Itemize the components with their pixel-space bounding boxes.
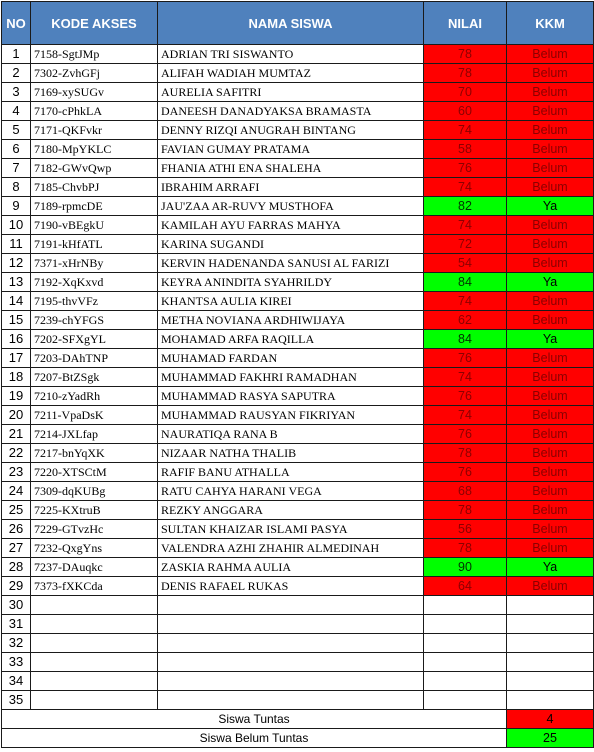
kkm-status-cell[interactable]: Belum xyxy=(507,83,594,102)
score-cell[interactable]: 62 xyxy=(424,311,507,330)
kkm-status-cell[interactable]: Belum xyxy=(507,425,594,444)
row-number[interactable]: 23 xyxy=(2,463,31,482)
access-code-cell[interactable]: 7217-bnYqXK xyxy=(31,444,158,463)
student-name-cell[interactable] xyxy=(158,653,424,672)
table-row xyxy=(2,406,594,425)
row-number[interactable]: 33 xyxy=(2,653,31,672)
access-code-cell[interactable]: 7171-QKFvkr xyxy=(31,121,158,140)
access-code-cell[interactable]: 7158-SgtJMp xyxy=(31,45,158,64)
score-cell[interactable]: 74 xyxy=(424,178,507,197)
table-row xyxy=(2,463,594,482)
row-number[interactable]: 19 xyxy=(2,387,31,406)
header-no[interactable]: NO xyxy=(2,2,31,45)
table-row xyxy=(2,216,594,235)
student-name-cell[interactable] xyxy=(158,596,424,615)
row-number[interactable]: 7 xyxy=(2,159,31,178)
row-number[interactable]: 11 xyxy=(2,235,31,254)
table-row xyxy=(2,45,594,64)
score-cell[interactable]: 56 xyxy=(424,520,507,539)
access-code-cell[interactable]: 7232-QxgYns xyxy=(31,539,158,558)
kkm-status-cell[interactable]: Belum xyxy=(507,178,594,197)
student-rows xyxy=(2,45,594,710)
kkm-status-cell[interactable] xyxy=(507,691,594,710)
row-number[interactable]: 32 xyxy=(2,634,31,653)
score-cell[interactable]: 84 xyxy=(424,330,507,349)
score-cell[interactable]: 74 xyxy=(424,121,507,140)
student-name-cell[interactable]: MUHAMMAD RASYA SAPUTRA xyxy=(158,387,424,406)
student-name-cell[interactable]: RAFIF BANU ATHALLA xyxy=(158,463,424,482)
score-cell[interactable]: 74 xyxy=(424,292,507,311)
student-name-cell[interactable] xyxy=(158,634,424,653)
student-name-cell[interactable]: SULTAN KHAIZAR ISLAMI PASYA xyxy=(158,520,424,539)
kkm-status-cell[interactable]: Belum xyxy=(507,121,594,140)
table-row xyxy=(2,520,594,539)
row-number[interactable]: 4 xyxy=(2,102,31,121)
kkm-status-cell[interactable] xyxy=(507,672,594,691)
score-cell[interactable]: 76 xyxy=(424,425,507,444)
row-number[interactable]: 17 xyxy=(2,349,31,368)
student-name-cell[interactable] xyxy=(158,615,424,634)
summary-belum-tuntas-value[interactable]: 25 xyxy=(507,729,594,748)
kkm-status-cell[interactable] xyxy=(507,653,594,672)
score-cell[interactable]: 78 xyxy=(424,501,507,520)
summary-row-tuntas xyxy=(2,710,594,729)
access-code-cell[interactable] xyxy=(31,691,158,710)
student-name-cell[interactable]: RATU CAHYA HARANI VEGA xyxy=(158,482,424,501)
table-row xyxy=(2,311,594,330)
table-row xyxy=(2,558,594,577)
score-cell[interactable]: 78 xyxy=(424,64,507,83)
kkm-status-cell[interactable]: Belum xyxy=(507,406,594,425)
row-number[interactable]: 35 xyxy=(2,691,31,710)
score-cell[interactable]: 82 xyxy=(424,197,507,216)
row-number[interactable]: 25 xyxy=(2,501,31,520)
access-code-cell[interactable] xyxy=(31,634,158,653)
kkm-status-cell[interactable]: Belum xyxy=(507,463,594,482)
access-code-cell[interactable] xyxy=(31,672,158,691)
kkm-status-cell[interactable]: Belum xyxy=(507,64,594,83)
table-row xyxy=(2,102,594,121)
table-row xyxy=(2,634,594,653)
student-name-cell[interactable]: FHANIA ATHI ENA SHALEHA xyxy=(158,159,424,178)
access-code-cell[interactable]: 7225-KXtruB xyxy=(31,501,158,520)
row-number[interactable]: 22 xyxy=(2,444,31,463)
kkm-status-cell[interactable]: Belum xyxy=(507,520,594,539)
table-row xyxy=(2,653,594,672)
access-code-cell[interactable]: 7371-xHrNBy xyxy=(31,254,158,273)
kkm-status-cell[interactable]: Belum xyxy=(507,292,594,311)
table-row xyxy=(2,330,594,349)
student-name-cell[interactable]: ZASKIA RAHMA AULIA xyxy=(158,558,424,577)
kkm-status-cell[interactable]: Belum xyxy=(507,501,594,520)
access-code-cell[interactable] xyxy=(31,653,158,672)
access-code-cell[interactable]: 7309-dqKUBg xyxy=(31,482,158,501)
score-cell[interactable]: 78 xyxy=(424,444,507,463)
row-number[interactable]: 28 xyxy=(2,558,31,577)
row-number[interactable]: 6 xyxy=(2,140,31,159)
kkm-status-cell[interactable] xyxy=(507,615,594,634)
table-row xyxy=(2,292,594,311)
table-row xyxy=(2,596,594,615)
kkm-status-cell[interactable]: Belum xyxy=(507,387,594,406)
row-number[interactable]: 8 xyxy=(2,178,31,197)
student-name-cell[interactable] xyxy=(158,691,424,710)
table-row xyxy=(2,159,594,178)
score-cell[interactable] xyxy=(424,634,507,653)
table-row xyxy=(2,178,594,197)
kkm-status-cell[interactable] xyxy=(507,634,594,653)
table-row xyxy=(2,672,594,691)
student-name-cell[interactable]: DANEESH DANADYAKSA BRAMASTA xyxy=(158,102,424,121)
access-code-cell[interactable]: 7211-VpaDsK xyxy=(31,406,158,425)
access-code-cell[interactable]: 7192-XqKxvd xyxy=(31,273,158,292)
header-kode-akses[interactable]: KODE AKSES xyxy=(31,2,158,45)
student-name-cell[interactable] xyxy=(158,672,424,691)
table-row xyxy=(2,425,594,444)
student-name-cell[interactable]: JAU'ZAA AR-RUVY MUSTHOFA xyxy=(158,197,424,216)
row-number[interactable]: 27 xyxy=(2,539,31,558)
score-cell[interactable]: 64 xyxy=(424,577,507,596)
row-number[interactable]: 10 xyxy=(2,216,31,235)
score-cell[interactable]: 76 xyxy=(424,387,507,406)
access-code-cell[interactable]: 7302-ZvhGFj xyxy=(31,64,158,83)
kkm-status-cell[interactable]: Ya xyxy=(507,330,594,349)
row-number[interactable]: 2 xyxy=(2,64,31,83)
kkm-status-cell[interactable]: Belum xyxy=(507,311,594,330)
row-number[interactable]: 9 xyxy=(2,197,31,216)
kkm-status-cell[interactable]: Belum xyxy=(507,235,594,254)
access-code-cell[interactable]: 7180-MpYKLC xyxy=(31,140,158,159)
table-row xyxy=(2,577,594,596)
row-number[interactable]: 30 xyxy=(2,596,31,615)
score-cell[interactable]: 60 xyxy=(424,102,507,121)
score-cell[interactable]: 74 xyxy=(424,216,507,235)
row-number[interactable]: 15 xyxy=(2,311,31,330)
table-row xyxy=(2,349,594,368)
row-number[interactable]: 26 xyxy=(2,520,31,539)
row-number[interactable]: 1 xyxy=(2,45,31,64)
student-name-cell[interactable]: MUHAMMAD FAKHRI RAMADHAN xyxy=(158,368,424,387)
table-row xyxy=(2,64,594,83)
kkm-status-cell[interactable]: Belum xyxy=(507,216,594,235)
student-name-cell[interactable]: NAURATIQA RANA B xyxy=(158,425,424,444)
table-row xyxy=(2,387,594,406)
access-code-cell[interactable]: 7207-BtZSgk xyxy=(31,368,158,387)
access-code-cell[interactable]: 7190-vBEgkU xyxy=(31,216,158,235)
access-code-cell[interactable]: 7237-DAuqkc xyxy=(31,558,158,577)
table-row xyxy=(2,482,594,501)
table-row xyxy=(2,444,594,463)
score-cell[interactable]: 76 xyxy=(424,159,507,178)
table-row xyxy=(2,539,594,558)
kkm-status-cell[interactable]: Belum xyxy=(507,45,594,64)
row-number[interactable]: 14 xyxy=(2,292,31,311)
access-code-cell[interactable]: 7203-DAhTNP xyxy=(31,349,158,368)
summary-tuntas-label[interactable]: Siswa Tuntas xyxy=(2,710,507,729)
table-row xyxy=(2,83,594,102)
student-name-cell[interactable]: KAMILAH AYU FARRAS MAHYA xyxy=(158,216,424,235)
score-cell[interactable]: 70 xyxy=(424,83,507,102)
kkm-status-cell[interactable]: Belum xyxy=(507,349,594,368)
score-cell[interactable]: 74 xyxy=(424,368,507,387)
access-code-cell[interactable]: 7202-SFXgYL xyxy=(31,330,158,349)
student-name-cell[interactable]: VALENDRA AZHI ZHAHIR ALMEDINAH xyxy=(158,539,424,558)
score-cell[interactable]: 84 xyxy=(424,273,507,292)
table-row xyxy=(2,691,594,710)
student-name-cell[interactable]: ADRIAN TRI SISWANTO xyxy=(158,45,424,64)
row-number[interactable]: 16 xyxy=(2,330,31,349)
access-code-cell[interactable]: 7229-GTvzHc xyxy=(31,520,158,539)
kkm-status-cell[interactable]: Belum xyxy=(507,102,594,121)
kkm-status-cell[interactable]: Belum xyxy=(507,140,594,159)
row-number[interactable]: 21 xyxy=(2,425,31,444)
student-name-cell[interactable]: FAVIAN GUMAY PRATAMA xyxy=(158,140,424,159)
summary-row-belum-tuntas xyxy=(2,729,594,748)
kkm-status-cell[interactable]: Belum xyxy=(507,254,594,273)
kkm-status-cell[interactable]: Ya xyxy=(507,558,594,577)
score-cell[interactable]: 68 xyxy=(424,482,507,501)
score-cell[interactable]: 72 xyxy=(424,235,507,254)
student-name-cell[interactable]: KARINA SUGANDI xyxy=(158,235,424,254)
score-cell[interactable]: 78 xyxy=(424,539,507,558)
score-cell[interactable]: 74 xyxy=(424,406,507,425)
access-code-cell[interactable]: 7210-zYadRh xyxy=(31,387,158,406)
kkm-status-cell[interactable]: Ya xyxy=(507,197,594,216)
access-code-cell[interactable]: 7169-xySUGv xyxy=(31,83,158,102)
grades-table xyxy=(1,1,594,748)
header-nilai[interactable]: NILAI xyxy=(424,2,507,45)
table-row xyxy=(2,254,594,273)
score-cell[interactable]: 90 xyxy=(424,558,507,577)
student-name-cell[interactable]: DENNY RIZQI ANUGRAH BINTANG xyxy=(158,121,424,140)
access-code-cell[interactable]: 7189-rpmcDE xyxy=(31,197,158,216)
table-row xyxy=(2,368,594,387)
table-row xyxy=(2,615,594,634)
student-name-cell[interactable]: NIZAAR NATHA THALIB xyxy=(158,444,424,463)
table-row xyxy=(2,235,594,254)
student-name-cell[interactable]: REZKY ANGGARA xyxy=(158,501,424,520)
table-row xyxy=(2,121,594,140)
student-name-cell[interactable]: MOHAMAD ARFA RAQILLA xyxy=(158,330,424,349)
row-number[interactable]: 29 xyxy=(2,577,31,596)
student-name-cell[interactable]: METHA NOVIANA ARDHIWIJAYA xyxy=(158,311,424,330)
access-code-cell[interactable]: 7182-GWvQwp xyxy=(31,159,158,178)
row-number[interactable]: 18 xyxy=(2,368,31,387)
student-name-cell[interactable]: KEYRA ANINDITA SYAHRILDY xyxy=(158,273,424,292)
table-row xyxy=(2,140,594,159)
score-cell[interactable] xyxy=(424,596,507,615)
row-number[interactable]: 5 xyxy=(2,121,31,140)
kkm-status-cell[interactable]: Belum xyxy=(507,444,594,463)
table-row xyxy=(2,501,594,520)
kkm-status-cell[interactable]: Belum xyxy=(507,577,594,596)
score-cell[interactable]: 58 xyxy=(424,140,507,159)
student-name-cell[interactable]: AURELIA SAFITRI xyxy=(158,83,424,102)
student-name-cell[interactable]: MUHAMMAD RAUSYAN FIKRIYAN xyxy=(158,406,424,425)
access-code-cell[interactable]: 7170-cPhkLA xyxy=(31,102,158,121)
access-code-cell[interactable]: 7195-thvVFz xyxy=(31,292,158,311)
student-name-cell[interactable]: MUHAMAD FARDAN xyxy=(158,349,424,368)
row-number[interactable]: 3 xyxy=(2,83,31,102)
access-code-cell[interactable]: 7191-kHfATL xyxy=(31,235,158,254)
summary-tuntas-value[interactable]: 4 xyxy=(507,710,594,729)
student-name-cell[interactable]: IBRAHIM ARRAFI xyxy=(158,178,424,197)
access-code-cell[interactable]: 7220-XTSCtM xyxy=(31,463,158,482)
table-row xyxy=(2,197,594,216)
access-code-cell[interactable]: 7239-chYFGS xyxy=(31,311,158,330)
score-cell[interactable] xyxy=(424,691,507,710)
header-row xyxy=(2,2,594,45)
kkm-status-cell[interactable]: Belum xyxy=(507,368,594,387)
access-code-cell[interactable] xyxy=(31,615,158,634)
kkm-status-cell[interactable]: Belum xyxy=(507,539,594,558)
row-number[interactable]: 31 xyxy=(2,615,31,634)
row-number[interactable]: 12 xyxy=(2,254,31,273)
kkm-status-cell[interactable]: Belum xyxy=(507,482,594,501)
row-number[interactable]: 24 xyxy=(2,482,31,501)
kkm-status-cell[interactable]: Belum xyxy=(507,159,594,178)
score-cell[interactable]: 54 xyxy=(424,254,507,273)
summary-belum-tuntas-label[interactable]: Siswa Belum Tuntas xyxy=(2,729,507,748)
student-name-cell[interactable]: KHANTSA AULIA KIREI xyxy=(158,292,424,311)
row-number[interactable]: 20 xyxy=(2,406,31,425)
access-code-cell[interactable]: 7185-ChvbPJ xyxy=(31,178,158,197)
access-code-cell[interactable] xyxy=(31,596,158,615)
table-row xyxy=(2,273,594,292)
score-cell[interactable]: 78 xyxy=(424,45,507,64)
student-name-cell[interactable]: DENIS RAFAEL RUKAS xyxy=(158,577,424,596)
score-cell[interactable] xyxy=(424,653,507,672)
score-cell[interactable]: 76 xyxy=(424,463,507,482)
score-cell[interactable]: 76 xyxy=(424,349,507,368)
row-number[interactable]: 34 xyxy=(2,672,31,691)
access-code-cell[interactable]: 7373-fXKCda xyxy=(31,577,158,596)
header-kkm[interactable]: KKM xyxy=(507,2,594,45)
student-name-cell[interactable]: KERVIN HADENANDA SANUSI AL FARIZI xyxy=(158,254,424,273)
score-cell[interactable] xyxy=(424,615,507,634)
kkm-status-cell[interactable] xyxy=(507,596,594,615)
student-name-cell[interactable]: ALIFAH WADIAH MUMTAZ xyxy=(158,64,424,83)
kkm-status-cell[interactable]: Ya xyxy=(507,273,594,292)
score-cell[interactable] xyxy=(424,672,507,691)
row-number[interactable]: 13 xyxy=(2,273,31,292)
access-code-cell[interactable]: 7214-JXLfap xyxy=(31,425,158,444)
header-nama-siswa[interactable]: NAMA SISWA xyxy=(158,2,424,45)
